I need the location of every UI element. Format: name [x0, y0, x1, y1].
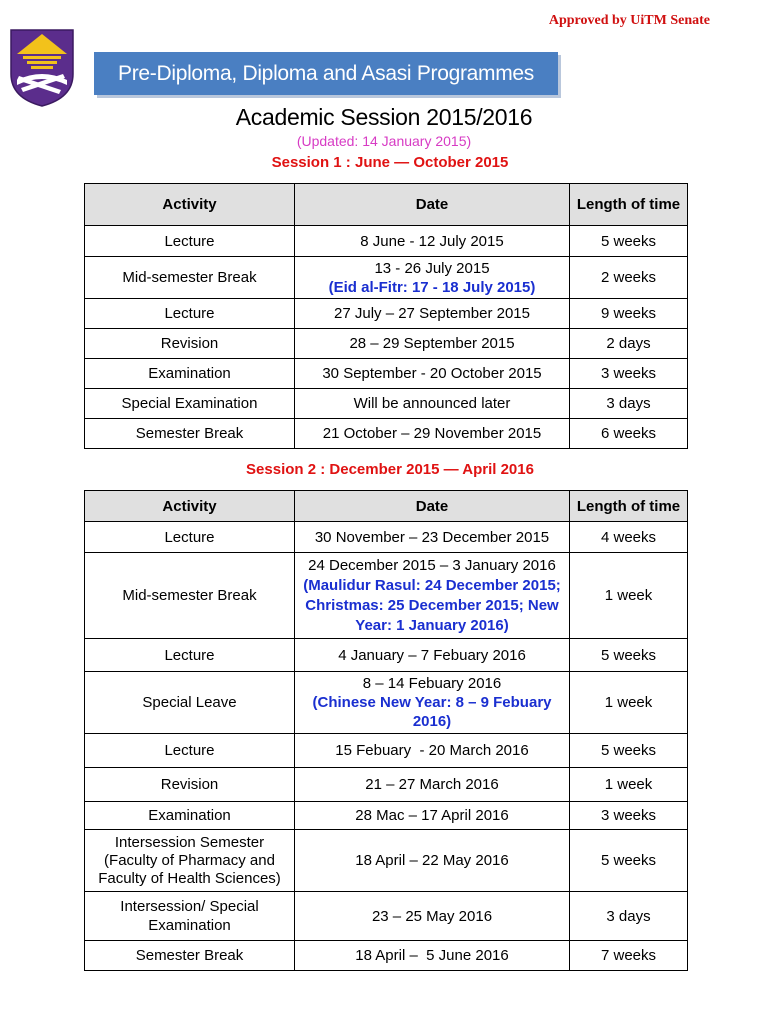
banner-title: Pre-Diploma, Diploma and Asasi Programmes [117, 61, 535, 85]
date-cell: 28 Mac – 17 April 2016 [295, 802, 570, 830]
updated-note: (Updated: 14 January 2015) [296, 133, 472, 149]
table-row [85, 672, 688, 734]
table-row [85, 768, 688, 802]
table-row [85, 359, 688, 389]
programme-banner [94, 52, 558, 95]
activity-cell: Revision [85, 768, 295, 802]
length-cell: 9 weeks [570, 299, 688, 329]
activity-cell: Lecture [85, 226, 295, 257]
activity-cell: Intersession/ Special Examination [85, 892, 295, 941]
session1-heading: Session 1 : June — October 2015 [271, 154, 509, 171]
activity-cell: Semester Break [85, 941, 295, 971]
length-cell: 5 weeks [570, 226, 688, 257]
activity-cell: Semester Break [85, 419, 295, 449]
activity-cell: Lecture [85, 734, 295, 768]
table-row [85, 734, 688, 768]
length-cell: 6 weeks [570, 419, 688, 449]
table-row [85, 329, 688, 359]
length-cell: 7 weeks [570, 941, 688, 971]
table-header-row [85, 491, 688, 522]
date-cell: 18 April – 5 June 2016 [295, 941, 570, 971]
table-row [85, 299, 688, 329]
table-row [85, 941, 688, 971]
column-header-activity: Activity [85, 184, 295, 226]
date-cell: 30 November – 23 December 2015 [295, 522, 570, 553]
table-row [85, 639, 688, 672]
length-cell: 3 days [570, 389, 688, 419]
table-row [85, 802, 688, 830]
table-row [85, 389, 688, 419]
date-cell: 8 June - 12 July 2015 [295, 226, 570, 257]
activity-cell: Lecture [85, 299, 295, 329]
holiday-note: (Chinese New Year: 8 – 9 Febuary 2016) [312, 694, 552, 730]
date-cell [295, 553, 570, 639]
table-row [85, 257, 688, 299]
date-text: 24 December 2015 – 3 January 2016 [308, 556, 556, 574]
length-cell: 5 weeks [570, 734, 688, 768]
date-cell [295, 672, 570, 734]
table-row [85, 226, 688, 257]
length-cell: 1 week [570, 553, 688, 639]
activity-cell: Lecture [85, 522, 295, 553]
activity-cell: Lecture [85, 639, 295, 672]
length-cell: 3 weeks [570, 359, 688, 389]
session2-heading: Session 2 : December 2015 — April 2016 [246, 461, 534, 478]
activity-cell: Revision [85, 329, 295, 359]
date-text: 8 – 14 Febuary 2016 [362, 675, 502, 692]
date-cell: 15 Febuary - 20 March 2016 [295, 734, 570, 768]
page-title: Academic Session 2015/2016 [235, 104, 533, 130]
column-header-date: Date [295, 184, 570, 226]
length-cell: 2 days [570, 329, 688, 359]
date-cell: 28 – 29 September 2015 [295, 329, 570, 359]
date-cell: 27 July – 27 September 2015 [295, 299, 570, 329]
column-header-length: Length of time [570, 491, 688, 522]
length-cell: 2 weeks [570, 257, 688, 299]
date-cell [295, 257, 570, 299]
date-cell: 30 September - 20 October 2015 [295, 359, 570, 389]
date-cell: 23 – 25 May 2016 [295, 892, 570, 941]
length-cell: 1 week [570, 672, 688, 734]
holiday-note: (Maulidur Rasul: 24 December 2015; Christmas: 25 December 2015; New Year: 1 January 2016) [303, 576, 561, 634]
table-header-row [85, 184, 688, 226]
date-cell: Will be announced later [295, 389, 570, 419]
length-cell: 3 days [570, 892, 688, 941]
uitm-logo-icon [9, 28, 75, 108]
length-cell: 1 week [570, 768, 688, 802]
length-cell: 4 weeks [570, 522, 688, 553]
activity-cell: Special Leave [85, 672, 295, 734]
table-row [85, 830, 688, 892]
date-cell: 21 – 27 March 2016 [295, 768, 570, 802]
column-header-activity: Activity [85, 491, 295, 522]
activity-cell: Examination [85, 359, 295, 389]
date-cell: 4 January – 7 Febuary 2016 [295, 639, 570, 672]
activity-cell: Mid-semester Break [85, 553, 295, 639]
date-cell: 21 October – 29 November 2015 [295, 419, 570, 449]
activity-cell: Special Examination [85, 389, 295, 419]
length-cell: 5 weeks [570, 830, 688, 892]
table-row [85, 892, 688, 941]
holiday-note: (Eid al-Fitr: 17 - 18 July 2015) [328, 278, 536, 296]
date-text: 13 - 26 July 2015 [374, 259, 490, 277]
table-row [85, 419, 688, 449]
length-cell: 3 weeks [570, 802, 688, 830]
table-row [85, 522, 688, 553]
activity-cell: Mid-semester Break [85, 257, 295, 299]
session1-table [84, 183, 688, 449]
activity-cell: Intersession Semester (Faculty of Pharmacy and Faculty of Health Sciences) [85, 830, 295, 892]
session2-table [84, 490, 688, 971]
column-header-length: Length of time [570, 184, 688, 226]
length-cell: 5 weeks [570, 639, 688, 672]
activity-cell: Examination [85, 802, 295, 830]
table-row [85, 553, 688, 639]
date-cell: 18 April – 22 May 2016 [295, 830, 570, 892]
approval-note: Approved by UiTM Senate [548, 13, 710, 28]
column-header-date: Date [295, 491, 570, 522]
